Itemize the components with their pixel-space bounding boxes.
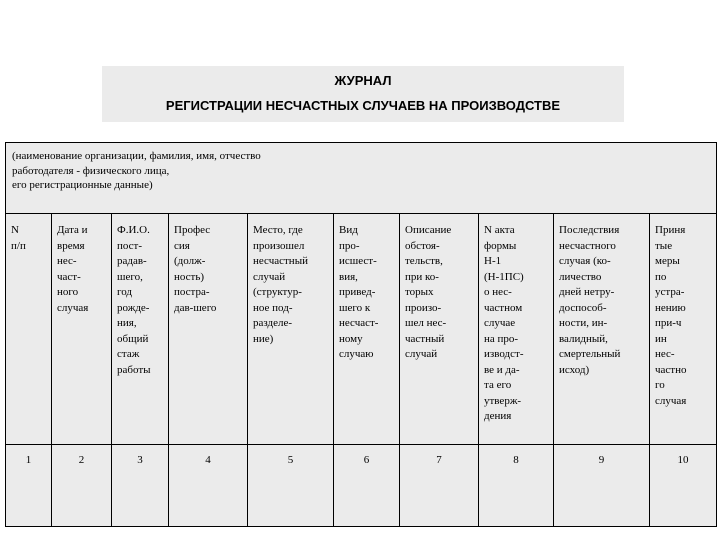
column-header-line: вия, (339, 270, 358, 283)
column-header-line: при-ч (655, 317, 682, 329)
column-header-line: произо- (405, 301, 442, 314)
column-header-line: Вид (339, 224, 358, 236)
column-header-line: дней нетру- (559, 286, 615, 298)
journal-table (5, 142, 717, 527)
column-header-line: пост- (117, 239, 143, 252)
column-header-line: (структур- (253, 286, 302, 298)
column-header-line: N (11, 224, 19, 236)
column-header-9 (554, 214, 650, 445)
column-header-line: рожде- (117, 301, 150, 314)
column-header-line: произошел (253, 239, 305, 252)
column-header-line: при ко- (405, 270, 439, 283)
column-header-line: несчаст- (339, 317, 379, 329)
column-header-line: частном (484, 301, 523, 314)
column-number-10: 10 (650, 445, 717, 527)
column-header-line: Н-1 (484, 255, 502, 267)
column-header-line: меры (655, 255, 680, 267)
column-header-5 (248, 214, 334, 445)
column-header-10 (650, 214, 717, 445)
column-header-line: Описание (405, 224, 452, 236)
column-header-line: ность) (174, 270, 205, 283)
column-header-line: тые (655, 239, 673, 252)
column-number-row (6, 445, 717, 527)
column-header-line: про- (339, 239, 360, 252)
column-header-line: общий (117, 332, 149, 345)
column-header-line: случая (57, 301, 89, 314)
column-header-line: Профес (174, 224, 211, 236)
column-header-line: Ф.И.О. (117, 224, 150, 236)
column-header-line: Последствия (559, 224, 620, 236)
column-header-line: Дата и (57, 224, 88, 236)
column-header-line: случай (405, 348, 438, 360)
journal-title: ЖУРНАЛ (334, 73, 392, 88)
column-header-8 (479, 214, 554, 445)
column-number-7: 7 (400, 445, 479, 527)
column-header-line: на про- (484, 332, 519, 345)
column-header-line: утверж- (484, 394, 522, 407)
column-header-line: дав-шего (174, 301, 217, 314)
column-header-line: привед- (339, 286, 376, 298)
column-header-1 (6, 214, 52, 445)
column-header-line: разделе- (253, 317, 293, 329)
column-header-line: нес- (57, 255, 77, 267)
column-header-line: ности, ин- (559, 317, 608, 329)
column-header-line: торых (405, 286, 434, 298)
column-header-line: несчастный (253, 255, 308, 267)
column-header-line: N акта (484, 224, 515, 236)
column-header-3 (112, 214, 169, 445)
column-header-line: смертельный (559, 348, 621, 360)
column-header-line: ному (339, 332, 363, 345)
column-header-line: несчастного (559, 239, 616, 252)
column-header-line: част- (57, 270, 81, 283)
org-info-line: работодателя - физического лица, (12, 164, 170, 177)
column-header-line: сия (174, 239, 190, 252)
column-header-line: случай (253, 270, 286, 283)
column-header-line: случае (484, 317, 516, 329)
journal-subtitle: РЕГИСТРАЦИИ НЕСЧАСТНЫХ СЛУЧАЕВ НА ПРОИЗВОДСТВЕ (165, 98, 561, 113)
column-number-8: 8 (479, 445, 554, 527)
column-header-line: случая (655, 394, 687, 407)
column-header-line: радав- (117, 255, 147, 267)
column-header-line: нес- (655, 348, 675, 360)
column-header-line: тельств, (405, 255, 443, 267)
column-header-line: ное под- (253, 301, 293, 314)
column-header-line: ния, (117, 317, 137, 329)
column-header-line: исход) (559, 363, 590, 376)
column-header-line: валидный, (559, 332, 608, 345)
column-header-line: шего, (117, 270, 143, 283)
journal-title-box (102, 66, 624, 122)
column-header-line: ве и да- (484, 363, 520, 376)
column-header-7 (400, 214, 479, 445)
column-header-line: год (117, 286, 133, 298)
column-header-line: по (655, 270, 667, 283)
column-header-line: формы (484, 239, 517, 252)
column-header-line: изводст- (484, 348, 524, 360)
column-header-line: шел нес- (405, 317, 447, 329)
column-header-line: доспособ- (559, 301, 607, 314)
column-header-line: время (57, 239, 85, 252)
column-header-line: шего к (339, 301, 371, 314)
column-number-5: 5 (248, 445, 334, 527)
column-header-line: устра- (655, 286, 685, 298)
column-header-line: дения (484, 410, 512, 422)
column-header-line: та его (484, 379, 512, 391)
column-header-row (6, 214, 717, 445)
column-header-line: частный (405, 332, 445, 345)
column-header-line: ного (57, 286, 79, 298)
column-header-6 (334, 214, 400, 445)
column-header-line: исшест- (339, 255, 377, 267)
column-header-line: (Н-1ПС) (484, 270, 524, 283)
column-number-4: 4 (169, 445, 248, 527)
column-number-9: 9 (554, 445, 650, 527)
org-info-line: его регистрационные данные) (12, 179, 153, 191)
column-header-line: ин (655, 332, 667, 345)
column-number-2: 2 (52, 445, 112, 527)
column-header-line: го (655, 379, 665, 391)
column-header-line: частно (655, 363, 687, 376)
column-header-line: нению (655, 301, 686, 314)
column-number-6: 6 (334, 445, 400, 527)
column-header-line: (долж- (174, 255, 206, 267)
org-info-line: (наименование организации, фамилия, имя, отчество (12, 150, 261, 162)
column-header-line: о нес- (484, 286, 512, 298)
column-header-line: Место, где (253, 224, 303, 236)
column-header-line: Приня (655, 224, 686, 236)
column-header-line: постра- (174, 286, 210, 298)
column-header-line: личество (559, 270, 602, 283)
column-header-4 (169, 214, 248, 445)
column-header-line: обстоя- (405, 239, 440, 252)
column-header-2 (52, 214, 112, 445)
column-header-line: стаж (117, 348, 140, 360)
column-header-line: случая (ко- (559, 255, 611, 267)
column-number-1: 1 (6, 445, 52, 527)
column-header-line: ние) (253, 332, 274, 345)
column-header-line: случаю (339, 348, 374, 360)
column-header-line: п/п (11, 239, 26, 252)
column-number-3: 3 (112, 445, 169, 527)
column-header-line: работы (117, 363, 151, 376)
org-info-cell (6, 143, 717, 214)
